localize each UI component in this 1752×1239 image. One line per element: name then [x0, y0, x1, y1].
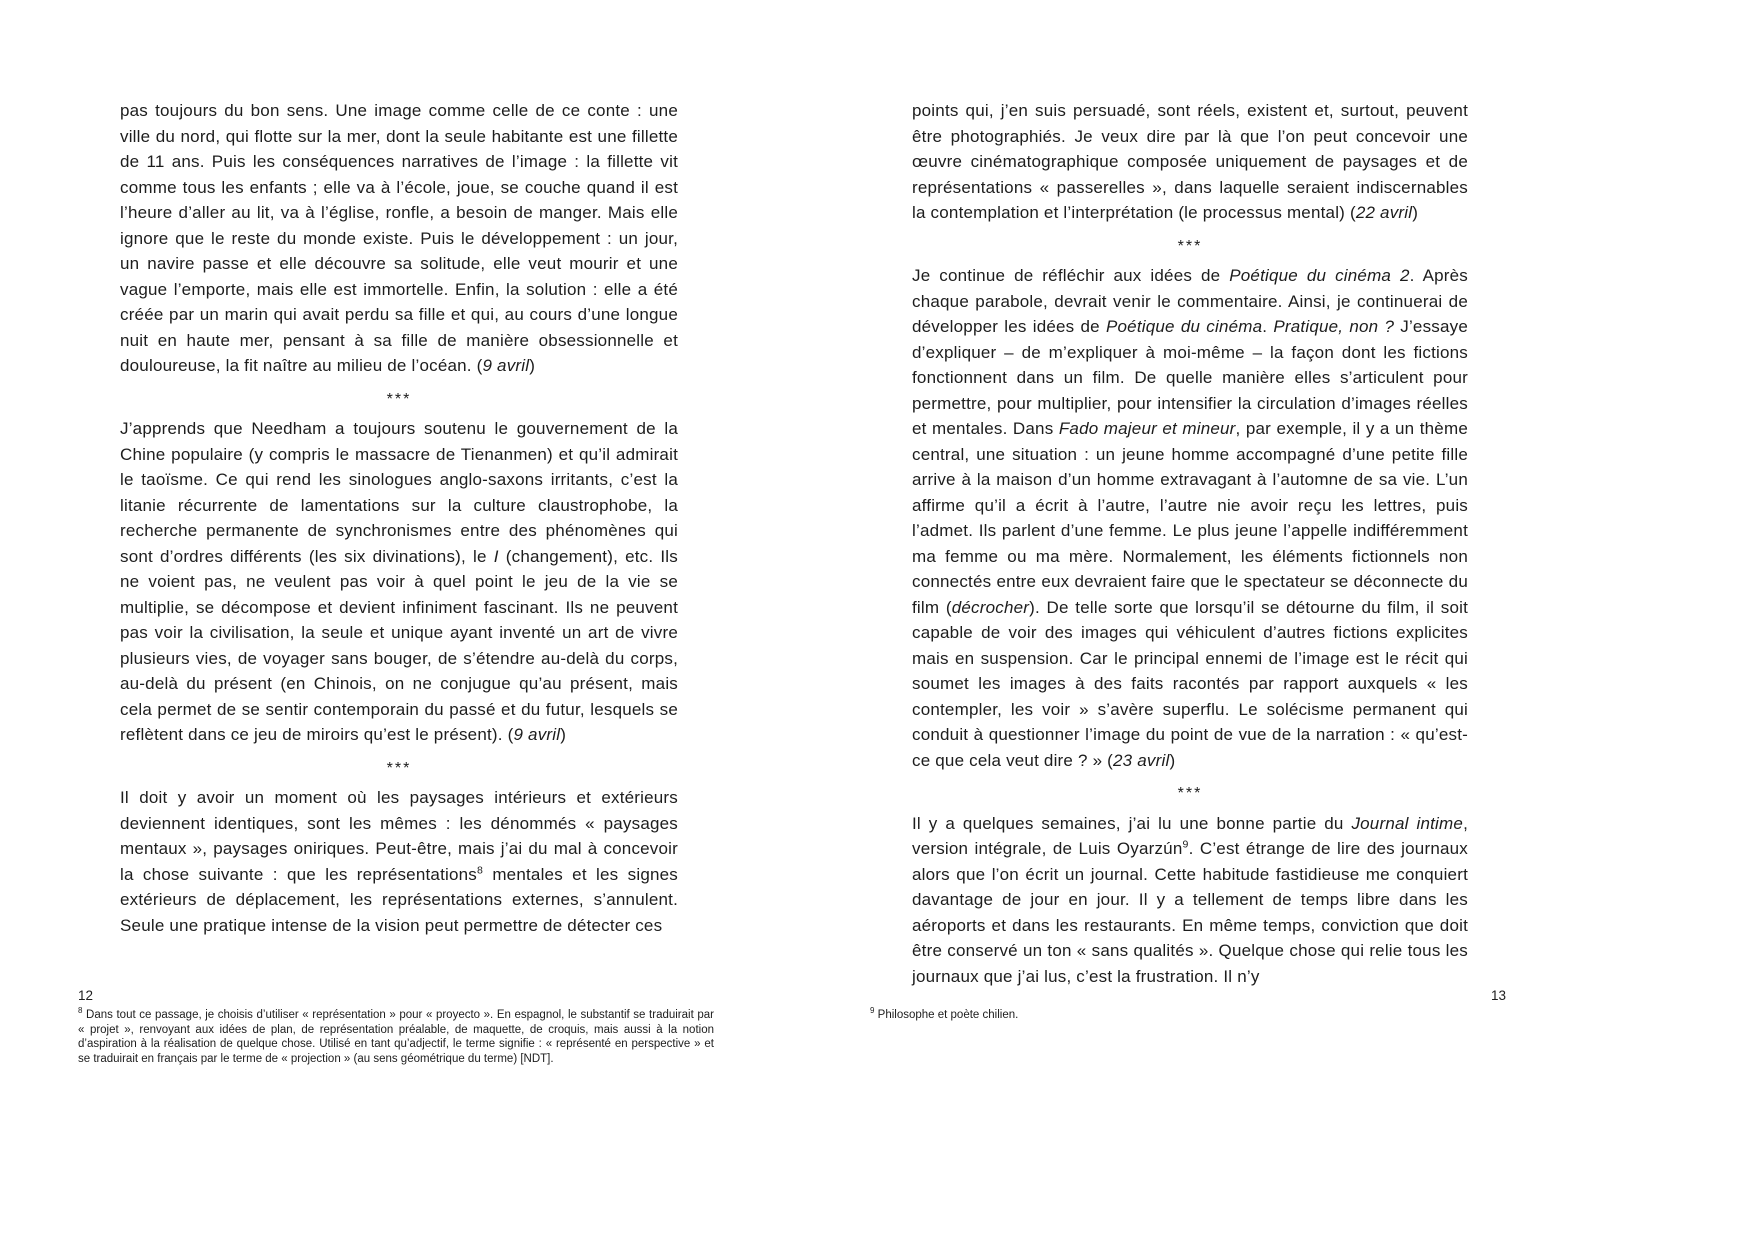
body-text: . Après chaque parabole, devrait venir le commentaire. Ainsi, je continuerai de développer les idées de [912, 266, 1468, 336]
page-number-left: 12 [78, 988, 94, 1003]
footnote: $^9$ Philosophe et poète chilien. [870, 1006, 1019, 1021]
footnote: $^8$ Dans tout ce passage, je choisis d’utiliser « représentation » pour « proyecto ». En espagnol, le substantif se traduirait par « projet », renvoyant aux idées de plan, de représentation préalable, de maquette, de croquis, mais aussi à la notion d’aspiration à la réalisation de quelque chose. Utilisé en tant qu’adjectif, le terme signifie : « représenté en perspective » et se traduirait en français par le terme de « projection » (au sens géométrique du terme) [NDT]. [78, 1006, 714, 1065]
body-text: mentales et les signes extérieurs de déplacement, les représentations externes, s’annulent. Seule une pratique intense de la vision peut permettre de détecter ces [120, 864, 678, 935]
footnote-marker: 9 [870, 1006, 875, 1016]
italic-text: Pratique, non ? [1273, 317, 1395, 336]
page-number-right: 13 [1491, 988, 1507, 1003]
body-text: , par exemple, il y a un thème central, une situation : un jeune homme accompagné d’une petite fille arrive à la maison d’un homme extravagant à l’automne de sa vie. L’un affirme qu’il a écrit à l’autre, l’autre nie avoir reçu les lettres, puis l’admet. Ils parlent d’une femme. Le plus jeune l’appelle indifféremment ma femme ou ma mère. Normalement, les éléments fictionnels non connectés entre eux devraient faire que le spectateur se déconnecte du film ( [912, 419, 1468, 617]
paragraph [912, 98, 1468, 226]
body-text: ) [1412, 203, 1419, 222]
italic-text: 9 avril [482, 356, 530, 375]
italic-text: 9 avril [513, 725, 561, 744]
italic-text: I [493, 546, 499, 566]
paragraph [120, 98, 678, 379]
footnote-ref: 9 [1182, 838, 1189, 851]
italic-text: 23 avril [1113, 750, 1170, 770]
body-text: ). De telle sorte que lorsqu’il se détourne du film, il soit capable de voir des images qui véhiculent d’autres fictions explicites mais en suspension. Car le principal ennemi de l’image est le récit qui soumet les images à des faits racontés par rapport auxquels « les contempler, les voir » s’avère superflu. Le solécisme permanent qui conduit à questionner l’image du point de vue de la narration : « qu’est-ce que cela veut dire ? » ( [912, 597, 1468, 770]
body-text: Il y a quelques semaines, j’ai lu une bonne partie du [912, 813, 1352, 833]
footnote-ref: 8 [476, 863, 484, 876]
body-text: . C’est étrange de lire des journaux alors que l’on écrit un journal. Cette habitude fastidieuse me conquiert davantage de jour en jour. Il y a tellement de temps libre dans les aéroports et dans les restaurants. En même temps, conviction que doit être conservé un ton « sans qualités ». Quelque chose qui relie tous les journaux que j’ai lus, c’est la frustration. Il n’y [912, 839, 1468, 986]
italic-text: Poétique du cinéma [1105, 317, 1263, 336]
paragraph [912, 811, 1468, 990]
paragraph [120, 416, 678, 748]
body-text: pas toujours du bon sens. Une image comme celle de ce conte : une ville du nord, qui flotte sur la mer, dont la seule habitante est une fillette de 11 ans. Puis les conséquences narratives de l’image : la fillette vit comme tous les enfants ; elle va à l’école, joue, se couche quand il est l’heure d’aller au lit, va à l’église, ronfle, a besoin de manger. Mais elle ignore que le reste du monde existe. Puis le développement : un jour, un navire passe et elle découvre sa solitude, elle veut mourir et une vague l’emporte, mais elle est immortelle. Enfin, la solution : elle a été créée par un marin qui avait perdu sa fille et qui, au cours d’une longue nuit en haute mer, pensant à sa fille de manière obsessionnelle et douloureuse, la fit naître au milieu de l’océan. ( [120, 101, 678, 375]
page-left-text-block [120, 98, 678, 938]
footnote-marker: 8 [78, 1006, 83, 1016]
footnotes-right [870, 1008, 1510, 1023]
page-right-text-block [912, 98, 1468, 989]
body-text: , version intégrale, de Luis Oyarzún [912, 813, 1468, 858]
footnotes-left [78, 1008, 714, 1066]
body-text: ) [1169, 750, 1176, 770]
body-text: points qui, j’en suis persuadé, sont réels, existent et, surtout, peuvent être photographiés. Je veux dire par là que l’on peut concevoir une œuvre cinématographique composée uniquement de paysages et de représentations « passerelles », dans laquelle seraient indiscernables la contemplation et l’interprétation (le processus mental) ( [912, 101, 1468, 222]
body-text: ) [529, 356, 536, 375]
body-text: (changement), etc. Ils ne voient pas, ne veulent pas voir à quel point le jeu de la vie se multiplie, se décompose et devient infiniment fascinant. Ils ne peuvent pas voir la civilisation, la seule et unique ayant inventé un art de vivre plusieurs vies, de voyager sans bouger, de s’étendre au-delà du corps, au-delà du présent (en Chinois, on ne conjugue qu’au présent, mais cela permet de se sentir contemporain du passé et du futur, lesquels se reflètent dans ce jeu de miroirs qu’est le présent). ( [120, 546, 678, 744]
body-text: Je continue de réfléchir aux idées de [912, 266, 1230, 285]
italic-text: 22 avril [1355, 203, 1413, 222]
body-text: J’apprends que Needham a toujours soutenu le gouvernement de la Chine populaire (y compris le massacre de Tienanmen) et qu’il admirait le taoïsme. Ce qui rend les sinologues anglo-saxons irritants, c’est la litanie récurrente de lamentations sur la culture claustrophobe, la recherche permanente de synchronismes entre des phénomènes qui sont d’ordres différents (les six divinations), le [120, 419, 678, 566]
section-separator: *** [1177, 785, 1203, 802]
body-text: ) [560, 725, 567, 744]
paragraph [912, 263, 1468, 773]
italic-text: Fado majeur et mineur [1058, 419, 1236, 438]
section-separator: *** [386, 759, 412, 777]
italic-text: Poétique du cinéma 2 [1229, 266, 1410, 285]
section-separator: *** [386, 390, 412, 408]
section-separator: *** [1177, 237, 1203, 255]
body-text: J’essaye d’expliquer – de m’expliquer à moi-même – la façon dont les fictions fonctionnent dans un film. De quelle manière elles s’articulent pour permettre, pour multiplier, pour intensifier la circulation d’images réelles et mentales. Dans [912, 317, 1468, 438]
body-text: . [1262, 317, 1274, 336]
italic-text: décrocher [951, 597, 1030, 617]
paragraph [120, 785, 678, 938]
italic-text: Journal intime [1351, 813, 1464, 833]
body-text: Il doit y avoir un moment où les paysages intérieurs et extérieurs deviennent identiques, sont les mêmes : les dénommés « paysages mentaux », paysages oniriques. Peut-être, mais j’ai du mal à concevoir la chose suivante : que les représentations [120, 788, 678, 884]
